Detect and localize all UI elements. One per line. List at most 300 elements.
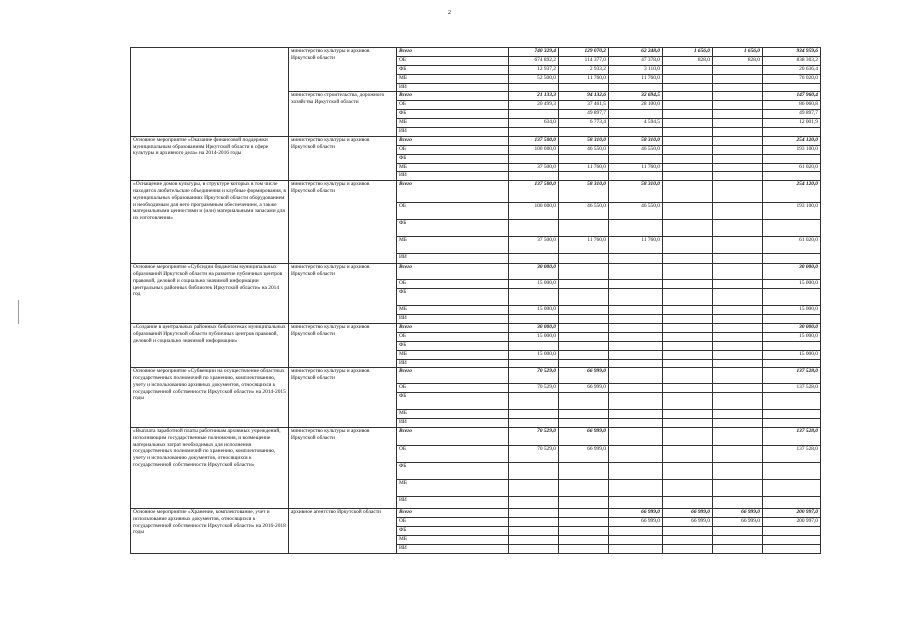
amount-cell — [713, 65, 763, 74]
amount-cell — [663, 264, 713, 280]
amount-cell: 137 500,0 — [509, 181, 559, 203]
amount-cell — [713, 410, 763, 419]
amount-cell — [713, 384, 763, 393]
amount-cell — [663, 101, 713, 110]
measure-description: «Создание в центральных районных библиотеках муниципальных образований Иркутской области публичных центров правовой, деловой и социально значимой информации» — [131, 324, 289, 368]
amount-cell — [509, 220, 559, 237]
funding-source: МБ — [397, 410, 509, 419]
amount-cell — [509, 526, 559, 535]
amount-total-cell — [763, 463, 821, 480]
amount-cell — [609, 306, 663, 315]
amount-cell — [559, 518, 609, 527]
amount-cell — [509, 254, 559, 264]
amount-cell — [609, 497, 663, 509]
amount-cell: 66 999,0 — [559, 446, 609, 463]
amount-cell: 58 310,0 — [609, 181, 663, 203]
funding-source: ИИ — [397, 544, 509, 553]
amount-total-cell: 15 000,0 — [763, 350, 821, 359]
amount-cell — [663, 497, 713, 509]
page-number: 2 — [448, 10, 451, 16]
amount-cell — [559, 509, 609, 518]
amount-cell — [713, 480, 763, 497]
amount-total-cell — [763, 172, 821, 181]
amount-cell — [713, 145, 763, 154]
executor-name: министерство культуры и архивов Иркутской области — [289, 368, 397, 428]
table-row — [131, 48, 821, 57]
amount-cell: 58 310,0 — [609, 136, 663, 145]
funding-source: Всего — [397, 324, 509, 333]
amount-cell — [559, 350, 609, 359]
amount-cell: 11 760,0 — [559, 74, 609, 83]
amount-cell — [609, 393, 663, 410]
amount-cell — [509, 128, 559, 137]
measure-description: Основное мероприятие «Хранение, комплектование, учет и использование архивных документов, относящихся к государственной собственности Иркутской области» на 2016-2018 годы — [131, 509, 289, 553]
amount-cell — [609, 172, 663, 181]
amount-total-cell — [763, 544, 821, 553]
amount-cell — [713, 264, 763, 280]
executor-name: министерство культуры и архивов Иркутской области — [289, 324, 397, 368]
funding-source: ОБ — [397, 332, 509, 341]
amount-cell: 20 499,3 — [509, 101, 559, 110]
funding-source: ИИ — [397, 172, 509, 181]
amount-cell: 114 377,0 — [559, 56, 609, 65]
amount-cell — [509, 518, 559, 527]
amount-total-cell: 15 000,0 — [763, 306, 821, 315]
amount-cell — [663, 119, 713, 128]
amount-cell — [663, 203, 713, 220]
amount-total-cell: 61 020,0 — [763, 237, 821, 254]
amount-total-cell: 838 303,2 — [763, 56, 821, 65]
amount-cell — [559, 419, 609, 428]
amount-cell — [663, 254, 713, 264]
amount-cell — [663, 535, 713, 544]
amount-cell — [713, 237, 763, 254]
amount-cell — [609, 544, 663, 553]
amount-cell — [559, 254, 609, 264]
amount-cell — [663, 136, 713, 145]
amount-cell: 37 461,5 — [559, 101, 609, 110]
amount-cell — [713, 359, 763, 368]
amount-cell: 47 378,0 — [609, 56, 663, 65]
amount-cell — [509, 289, 559, 306]
amount-cell — [713, 220, 763, 237]
funding-source: Всего — [397, 428, 509, 446]
amount-cell — [509, 410, 559, 419]
measure-description: «Выплата заработной платы работникам архивных учреждений, исполняющим государственные полномочия, и возмещение материальных затрат необходимых для исполнения государственных полномочий по хранению, комплектованию, учету и использованию документов, относящихся к государственной собственности Иркутской области» — [131, 428, 289, 509]
amount-total-cell — [763, 315, 821, 324]
measure-description: Основное мероприятие «Оказание финансовой поддержки муниципальным образованиям Иркутской области в сфере культуры и архивного дела» на 2014-2016 годы — [131, 136, 289, 180]
amount-total-cell: 61 020,0 — [763, 163, 821, 172]
amount-cell — [509, 480, 559, 497]
amount-cell: 62 248,0 — [609, 48, 663, 57]
amount-cell: 66 999,0 — [663, 509, 713, 518]
amount-total-cell — [763, 220, 821, 237]
funding-source: ФБ — [397, 289, 509, 306]
table-row — [131, 324, 821, 333]
amount-cell — [609, 154, 663, 163]
amount-cell: 4 594,5 — [609, 119, 663, 128]
amount-cell — [609, 264, 663, 280]
amount-total-cell — [763, 359, 821, 368]
amount-total-cell: 137 528,0 — [763, 428, 821, 446]
amount-cell — [663, 446, 713, 463]
amount-cell — [509, 359, 559, 368]
amount-cell: 94 132,6 — [559, 92, 609, 101]
amount-cell — [663, 332, 713, 341]
amount-cell: 30 000,0 — [509, 324, 559, 333]
amount-cell: 28 100,0 — [609, 101, 663, 110]
amount-cell — [509, 83, 559, 92]
amount-cell — [559, 280, 609, 289]
amount-cell: 66 999,0 — [663, 518, 713, 527]
amount-cell: 58 310,0 — [559, 181, 609, 203]
amount-cell: 58 310,0 — [559, 136, 609, 145]
amount-cell: 1 656,0 — [663, 48, 713, 57]
amount-total-cell: 200 997,0 — [763, 509, 821, 518]
amount-total-cell — [763, 497, 821, 509]
amount-cell — [559, 306, 609, 315]
table-row — [131, 368, 821, 384]
amount-cell — [663, 463, 713, 480]
amount-cell — [559, 154, 609, 163]
amount-cell: 32 694,5 — [609, 92, 663, 101]
funding-source: Всего — [397, 136, 509, 145]
amount-cell — [713, 154, 763, 163]
amount-total-cell: 147 960,4 — [763, 92, 821, 101]
amount-total-cell — [763, 289, 821, 306]
amount-cell — [713, 324, 763, 333]
executor-name: министерство культуры и архивов Иркутской области — [289, 48, 397, 92]
amount-cell — [609, 535, 663, 544]
measure-description: Основное мероприятие «Субвенции на осуществление областных государственных полномочий по хранению, комплектованию, учету и использованию архивных документов, относящихся к государственной собственности Иркутской области» на 2014-2015 годы — [131, 368, 289, 428]
amount-cell — [609, 128, 663, 137]
amount-cell — [663, 154, 713, 163]
amount-cell — [509, 341, 559, 350]
amount-cell: 100 000,0 — [509, 203, 559, 220]
amount-cell — [559, 535, 609, 544]
amount-cell — [609, 419, 663, 428]
amount-cell: 37 500,0 — [509, 237, 559, 254]
amount-cell: 6 773,4 — [559, 119, 609, 128]
funding-source: ОБ — [397, 518, 509, 527]
amount-cell: 30 000,0 — [509, 264, 559, 280]
funding-source: ИИ — [397, 419, 509, 428]
funding-source: ОБ — [397, 203, 509, 220]
amount-cell: 129 070,2 — [559, 48, 609, 57]
amount-total-cell: 193 100,0 — [763, 203, 821, 220]
amount-total-cell: 137 528,0 — [763, 368, 821, 384]
amount-cell — [609, 315, 663, 324]
measure-description: «Оснащение домов культуры, в структуре которых в том числе находятся любительские объединения и клубные формирования, в муниципальных образованиях Иркутской области оборудованием и необходимым для него программным обеспечением, а также материальными ценностями и (или) материальными запасами для их изготовления» — [131, 181, 289, 264]
amount-cell — [609, 341, 663, 350]
amount-cell: 46 550,0 — [609, 203, 663, 220]
amount-cell — [559, 410, 609, 419]
amount-cell — [713, 119, 763, 128]
amount-cell: 66 999,0 — [559, 428, 609, 446]
amount-total-cell — [763, 526, 821, 535]
executor-name: министерство культуры и архивов Иркутской области — [289, 181, 397, 264]
amount-cell — [663, 128, 713, 137]
amount-total-cell: 12 001,9 — [763, 119, 821, 128]
amount-cell — [713, 289, 763, 306]
amount-total-cell: 15 000,0 — [763, 280, 821, 289]
funding-source: ОБ — [397, 280, 509, 289]
funding-source: ИИ — [397, 128, 509, 137]
amount-cell — [509, 419, 559, 428]
amount-cell — [559, 332, 609, 341]
amount-cell — [559, 220, 609, 237]
amount-cell — [663, 145, 713, 154]
measure-description — [131, 48, 289, 137]
amount-cell: 15 000,0 — [509, 280, 559, 289]
amount-total-cell: 934 959,6 — [763, 48, 821, 57]
amount-cell — [609, 410, 663, 419]
amount-cell — [663, 110, 713, 119]
amount-cell — [609, 332, 663, 341]
amount-cell: 46 550,0 — [559, 145, 609, 154]
amount-cell — [663, 480, 713, 497]
funding-source: ОБ — [397, 101, 509, 110]
funding-source: Всего — [397, 368, 509, 384]
funding-source: ФБ — [397, 393, 509, 410]
funding-source: ИИ — [397, 359, 509, 368]
amount-cell: 11 760,0 — [559, 163, 609, 172]
amount-cell — [609, 463, 663, 480]
amount-cell: 70 529,0 — [509, 446, 559, 463]
amount-cell — [609, 220, 663, 237]
amount-cell — [559, 341, 609, 350]
amount-cell: 137 500,0 — [509, 136, 559, 145]
amount-cell — [559, 359, 609, 368]
amount-cell — [663, 410, 713, 419]
funding-source: МБ — [397, 535, 509, 544]
funding-source: ФБ — [397, 463, 509, 480]
amount-cell — [713, 172, 763, 181]
amount-total-cell: 254 120,0 — [763, 136, 821, 145]
amount-cell — [609, 280, 663, 289]
executor-name: архивное агентство Иркутской области — [289, 509, 397, 553]
amount-cell: 46 550,0 — [609, 145, 663, 154]
amount-cell: 11 760,0 — [609, 237, 663, 254]
table-row — [131, 509, 821, 518]
amount-cell — [713, 92, 763, 101]
amount-cell — [713, 101, 763, 110]
funding-source: МБ — [397, 74, 509, 83]
amount-cell — [559, 480, 609, 497]
amount-cell — [713, 83, 763, 92]
amount-total-cell: 193 100,0 — [763, 145, 821, 154]
amount-cell — [609, 384, 663, 393]
amount-total-cell: 76 020,0 — [763, 74, 821, 83]
amount-cell — [559, 289, 609, 306]
amount-cell — [609, 289, 663, 306]
amount-cell — [509, 535, 559, 544]
amount-total-cell: 200 997,0 — [763, 518, 821, 527]
funding-source: ФБ — [397, 220, 509, 237]
amount-cell — [713, 497, 763, 509]
funding-source: Всего — [397, 48, 509, 57]
amount-cell: 2 933,2 — [559, 65, 609, 74]
amount-cell — [609, 324, 663, 333]
amount-cell: 66 999,0 — [713, 518, 763, 527]
amount-total-cell — [763, 410, 821, 419]
amount-cell — [663, 306, 713, 315]
amount-cell: 15 000,0 — [509, 306, 559, 315]
amount-cell — [609, 359, 663, 368]
amount-cell — [713, 74, 763, 83]
amount-cell — [713, 393, 763, 410]
amount-cell — [509, 172, 559, 181]
funding-source: Всего — [397, 181, 509, 203]
amount-cell — [713, 463, 763, 480]
amount-cell — [713, 544, 763, 553]
amount-total-cell — [763, 341, 821, 350]
amount-cell: 70 529,0 — [509, 428, 559, 446]
amount-cell: 15 000,0 — [509, 350, 559, 359]
amount-cell — [509, 463, 559, 480]
amount-cell: 3 110,0 — [609, 65, 663, 74]
amount-cell — [663, 393, 713, 410]
amount-cell — [713, 526, 763, 535]
amount-cell — [713, 163, 763, 172]
amount-cell: 66 999,0 — [559, 384, 609, 393]
funding-source: Всего — [397, 509, 509, 518]
amount-cell — [663, 341, 713, 350]
table-row — [131, 181, 821, 203]
amount-cell — [713, 128, 763, 137]
amount-cell — [713, 136, 763, 145]
amount-cell — [559, 264, 609, 280]
funding-source: МБ — [397, 350, 509, 359]
amount-cell — [713, 368, 763, 384]
amount-total-cell — [763, 419, 821, 428]
amount-cell — [663, 428, 713, 446]
amount-total-cell — [763, 535, 821, 544]
amount-cell — [663, 315, 713, 324]
amount-cell: 70 529,0 — [509, 368, 559, 384]
amount-cell — [559, 544, 609, 553]
amount-cell — [713, 341, 763, 350]
executor-name: министерство культуры и архивов Иркутской области — [289, 136, 397, 180]
funding-source: ФБ — [397, 110, 509, 119]
amount-cell — [713, 110, 763, 119]
amount-cell: 11 760,0 — [559, 237, 609, 254]
table-row — [131, 428, 821, 446]
amount-cell — [509, 315, 559, 324]
funding-source: ИИ — [397, 83, 509, 92]
amount-cell — [509, 154, 559, 163]
funding-source: МБ — [397, 163, 509, 172]
funding-source: Всего — [397, 92, 509, 101]
measure-description: Основное мероприятие «Субсидии бюджетам муниципальных образований Иркутской области на развитие публичных центров правовой, деловой и социально значимой информации центральных районных библиотек Иркутской области» на 2014 год — [131, 264, 289, 324]
amount-cell — [509, 110, 559, 119]
funding-source: ИИ — [397, 254, 509, 264]
amount-cell — [663, 83, 713, 92]
amount-cell — [713, 203, 763, 220]
budget-table — [130, 47, 821, 554]
amount-cell — [713, 350, 763, 359]
amount-cell — [713, 315, 763, 324]
amount-total-cell — [763, 254, 821, 264]
funding-source: ИИ — [397, 315, 509, 324]
amount-total-cell: 30 000,0 — [763, 264, 821, 280]
amount-cell: 11 760,0 — [609, 74, 663, 83]
amount-cell — [663, 163, 713, 172]
budget-table-body — [131, 48, 821, 554]
margin-mark — [18, 300, 19, 324]
amount-cell — [663, 289, 713, 306]
amount-cell: 49 897,7 — [559, 110, 609, 119]
amount-cell — [713, 419, 763, 428]
amount-cell: 66 999,0 — [713, 509, 763, 518]
amount-cell — [609, 110, 663, 119]
amount-cell — [609, 350, 663, 359]
amount-cell — [509, 544, 559, 553]
table-row — [131, 264, 821, 280]
funding-source: ОБ — [397, 145, 509, 154]
amount-cell: 740 329,4 — [509, 48, 559, 57]
amount-cell: 12 937,2 — [509, 65, 559, 74]
funding-source: ОБ — [397, 446, 509, 463]
amount-cell — [663, 280, 713, 289]
amount-cell: 1 656,0 — [713, 48, 763, 57]
amount-total-cell: 20 636,4 — [763, 65, 821, 74]
amount-cell: 674 892,2 — [509, 56, 559, 65]
amount-cell — [509, 509, 559, 518]
amount-total-cell — [763, 154, 821, 163]
amount-cell: 66 999,0 — [609, 509, 663, 518]
amount-cell — [663, 350, 713, 359]
funding-source: ФБ — [397, 154, 509, 163]
amount-cell: 21 133,3 — [509, 92, 559, 101]
amount-cell: 828,0 — [713, 56, 763, 65]
amount-cell — [663, 384, 713, 393]
funding-source: ФБ — [397, 341, 509, 350]
amount-total-cell — [763, 393, 821, 410]
executor-name: министерство культуры и архивов Иркутской области — [289, 264, 397, 324]
amount-cell — [609, 83, 663, 92]
amount-cell — [559, 526, 609, 535]
amount-cell: 46 550,0 — [559, 203, 609, 220]
amount-cell: 66 999,0 — [559, 368, 609, 384]
amount-cell — [559, 393, 609, 410]
amount-cell — [559, 463, 609, 480]
amount-cell — [609, 254, 663, 264]
amount-cell: 37 500,0 — [509, 163, 559, 172]
amount-cell — [609, 368, 663, 384]
funding-source: ИИ — [397, 497, 509, 509]
amount-cell — [663, 237, 713, 254]
funding-source: ФБ — [397, 526, 509, 535]
amount-cell — [559, 315, 609, 324]
amount-cell — [713, 181, 763, 203]
amount-cell — [663, 324, 713, 333]
amount-cell: 634,0 — [509, 119, 559, 128]
amount-total-cell: 49 897,7 — [763, 110, 821, 119]
funding-source: МБ — [397, 306, 509, 315]
amount-cell — [663, 181, 713, 203]
amount-total-cell: 15 000,0 — [763, 332, 821, 341]
amount-cell — [559, 128, 609, 137]
amount-cell: 66 999,0 — [609, 518, 663, 527]
amount-cell — [713, 535, 763, 544]
amount-cell — [609, 480, 663, 497]
amount-cell — [663, 526, 713, 535]
funding-source: МБ — [397, 237, 509, 254]
amount-cell — [713, 280, 763, 289]
amount-cell — [713, 306, 763, 315]
amount-cell — [713, 332, 763, 341]
